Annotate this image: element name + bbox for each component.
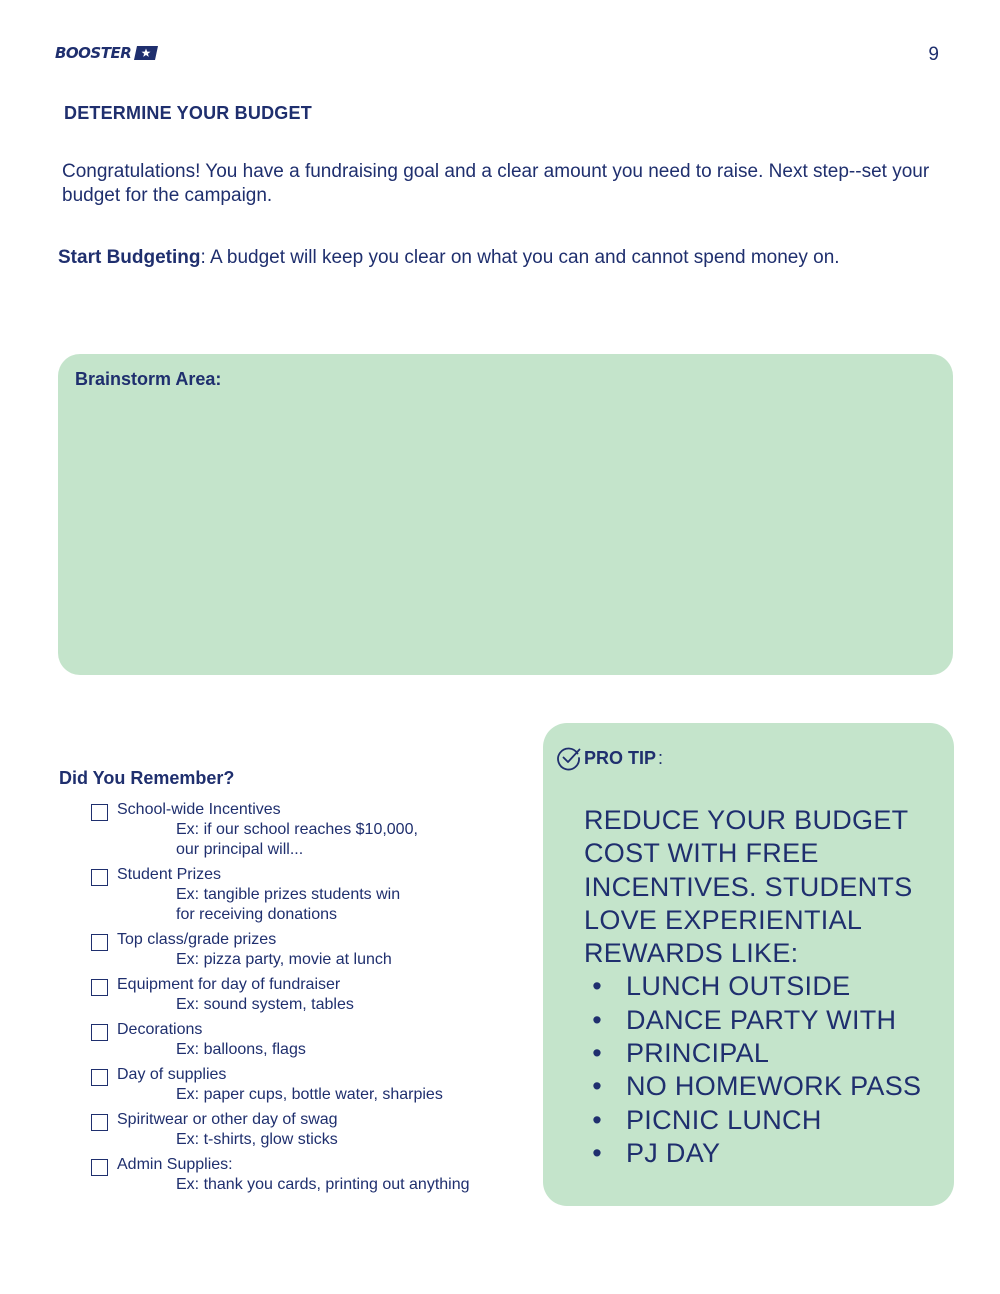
check-circle-icon <box>556 745 582 771</box>
checklist-item <box>91 865 521 925</box>
remember-checklist <box>91 800 521 1200</box>
pro-tip-bullet <box>584 1004 934 1037</box>
pro-tip-bullet <box>584 970 934 1003</box>
checkbox[interactable] <box>91 1069 108 1086</box>
brainstorm-label: Brainstorm Area: <box>75 369 222 389</box>
start-budgeting-label: Start Budgeting <box>58 247 201 268</box>
pro-tip-line: REDUCE YOUR BUDGET <box>584 805 909 835</box>
pro-tip-panel <box>543 723 954 1206</box>
section-title: DETERMINE YOUR BUDGET <box>64 103 312 123</box>
checklist-item-example: Ex: pizza party, movie at lunch <box>176 951 392 968</box>
pro-tip-bullet <box>584 1104 934 1137</box>
pro-tip-bullet-text: NO HOMEWORK PASS <box>626 1071 922 1102</box>
checkbox[interactable] <box>91 869 108 886</box>
booster-star-icon <box>134 46 158 60</box>
checklist-item-example: our principal will... <box>176 841 304 858</box>
checklist-item-example: Ex: paper cups, bottle water, sharpies <box>176 1086 443 1103</box>
pro-tip-bullet-text: PICNIC LUNCH <box>626 1104 822 1135</box>
pro-tip-bullet-text: LUNCH OUTSIDE <box>626 971 851 1002</box>
pro-tip-bullet <box>584 1137 934 1170</box>
checklist-item <box>91 1155 521 1195</box>
checkbox[interactable] <box>91 804 108 821</box>
remember-title: Did You Remember? <box>59 768 235 788</box>
checklist-item-example: Ex: t-shirts, glow sticks <box>176 1131 338 1148</box>
checklist-item-label: Student Prizes <box>117 866 222 883</box>
checklist-item-example: Ex: if our school reaches $10,000, <box>176 821 418 838</box>
checklist-item-label: Equipment for day of fundraiser <box>117 976 341 993</box>
checklist-item-label: Day of supplies <box>117 1066 227 1083</box>
checklist-item-label: Top class/grade prizes <box>117 931 277 948</box>
brainstorm-area[interactable] <box>58 354 953 675</box>
checkbox[interactable] <box>91 1024 108 1041</box>
pro-tip-bullet-text: PRINCIPAL <box>626 1038 770 1069</box>
pro-tip-bullet-list <box>584 970 934 1170</box>
checklist-item-label: Spiritwear or other day of swag <box>117 1111 338 1128</box>
checklist-item-example: Ex: thank you cards, printing out anything <box>176 1176 470 1193</box>
pro-tip-line: LOVE EXPERIENTIAL <box>584 904 863 935</box>
checkbox[interactable] <box>91 1114 108 1131</box>
pro-tip-label: PRO TIP <box>584 747 657 768</box>
pro-tip-bullet <box>584 1037 934 1070</box>
intro-paragraph: Congratulations! You have a fundraising goal and a clear amount you need to raise. Next step--set your budget for the campaign. <box>62 161 930 206</box>
logo-text: BOOSTER <box>55 44 132 62</box>
checklist-item-label: School-wide Incentives <box>117 801 281 818</box>
pro-tip-bullet-text: PJ DAY <box>626 1137 721 1168</box>
booster-logo <box>55 44 158 62</box>
checklist-item-label: Decorations <box>117 1021 203 1038</box>
pro-tip-line: INCENTIVES. STUDENTS <box>584 871 913 902</box>
checklist-item-example: Ex: balloons, flags <box>176 1041 306 1058</box>
pro-tip-bullet-text: DANCE PARTY WITH <box>626 1004 897 1035</box>
checklist-item <box>91 1020 521 1060</box>
checkbox[interactable] <box>91 934 108 951</box>
checklist-item-example: Ex: sound system, tables <box>176 996 354 1013</box>
start-budgeting-text: : A budget will keep you clear on what you can and cannot spend money on. <box>200 247 840 268</box>
pro-tip-line: COST WITH FREE <box>584 838 819 869</box>
checkbox[interactable] <box>91 979 108 996</box>
pro-tip-header <box>556 745 663 771</box>
checklist-item-example: Ex: tangible prizes students win <box>176 886 401 903</box>
pro-tip-body <box>584 804 934 1170</box>
checklist-item <box>91 800 521 860</box>
pro-tip-line: REWARDS LIKE: <box>584 938 799 969</box>
pro-tip-colon: : <box>658 747 664 768</box>
pro-tip-bullet <box>584 1070 934 1103</box>
checkbox[interactable] <box>91 1159 108 1176</box>
checklist-item <box>91 930 521 970</box>
checklist-item <box>91 1110 521 1150</box>
start-budgeting-paragraph <box>58 246 978 270</box>
page-number: 9 <box>928 44 939 65</box>
checklist-item <box>91 1065 521 1105</box>
checklist-item <box>91 975 521 1015</box>
checklist-item-label: Admin Supplies: <box>117 1156 233 1173</box>
checklist-item-example: for receiving donations <box>176 906 337 923</box>
